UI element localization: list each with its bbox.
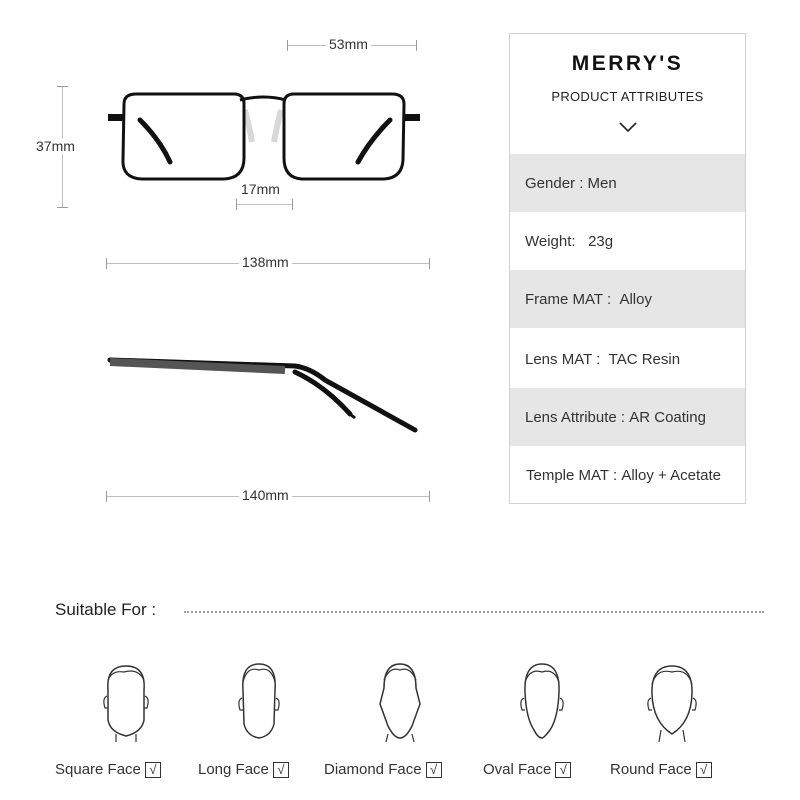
temple-length-label: 140mm [239, 487, 292, 503]
check-icon: √ [273, 762, 289, 778]
lens-width-label: 53mm [326, 36, 371, 52]
face-name: Diamond Face [324, 761, 422, 778]
face-name: Oval Face [483, 761, 552, 778]
face-caption-long [198, 761, 289, 778]
attribute-value: TAC Resin [608, 350, 681, 368]
square-face-icon [98, 660, 154, 742]
suitable-for-label: Suitable For : [55, 600, 157, 619]
attribute-row-lens-mat [510, 330, 745, 388]
dotted-divider [184, 611, 764, 613]
attribute-row-weight [510, 212, 745, 270]
attributes-title: PRODUCT ATTRIBUTES [551, 89, 704, 104]
face-name: Long Face [198, 761, 269, 778]
long-face-icon [231, 660, 287, 742]
attribute-row-temple-mat [510, 446, 745, 504]
attribute-value: AR Coating [629, 408, 706, 426]
attribute-value: Men [587, 174, 617, 192]
frame-width-label: 138mm [239, 254, 292, 270]
attribute-label: Gender : [525, 174, 588, 192]
face-caption-diamond [324, 761, 442, 778]
diamond-face-icon [370, 660, 430, 742]
attribute-label: Temple MAT : [526, 466, 622, 484]
attribute-value: 23g [588, 232, 614, 250]
lens-height-label: 37mm [33, 138, 78, 154]
oval-face-icon [514, 660, 570, 742]
check-icon: √ [555, 762, 571, 778]
attribute-label: Frame MAT : [525, 290, 620, 308]
face-caption-square [55, 761, 161, 778]
glasses-front-view [100, 80, 430, 190]
product-attributes-panel [509, 33, 746, 504]
attribute-row-lens-attribute [510, 388, 745, 446]
brand-logo: MERRY'S [571, 52, 684, 75]
attribute-row-frame-mat [510, 270, 745, 328]
face-name: Square Face [55, 761, 141, 778]
bridge-width-label: 17mm [238, 181, 283, 197]
face-caption-round [610, 761, 712, 778]
check-icon: √ [696, 762, 712, 778]
glasses-side-view [105, 350, 430, 450]
round-face-icon [643, 660, 701, 742]
face-name: Round Face [610, 761, 692, 778]
check-icon: √ [145, 762, 161, 778]
attribute-row-gender [510, 154, 745, 212]
attribute-label: Lens Attribute : [525, 408, 630, 426]
face-caption-oval [483, 761, 571, 778]
attribute-value: Alloy [619, 290, 652, 308]
attribute-label: Lens MAT : [525, 350, 609, 368]
attribute-label: Weight: [525, 232, 589, 250]
check-icon: √ [426, 762, 442, 778]
chevron-down-icon [618, 120, 638, 134]
attribute-value: Alloy + Acetate [621, 466, 721, 484]
